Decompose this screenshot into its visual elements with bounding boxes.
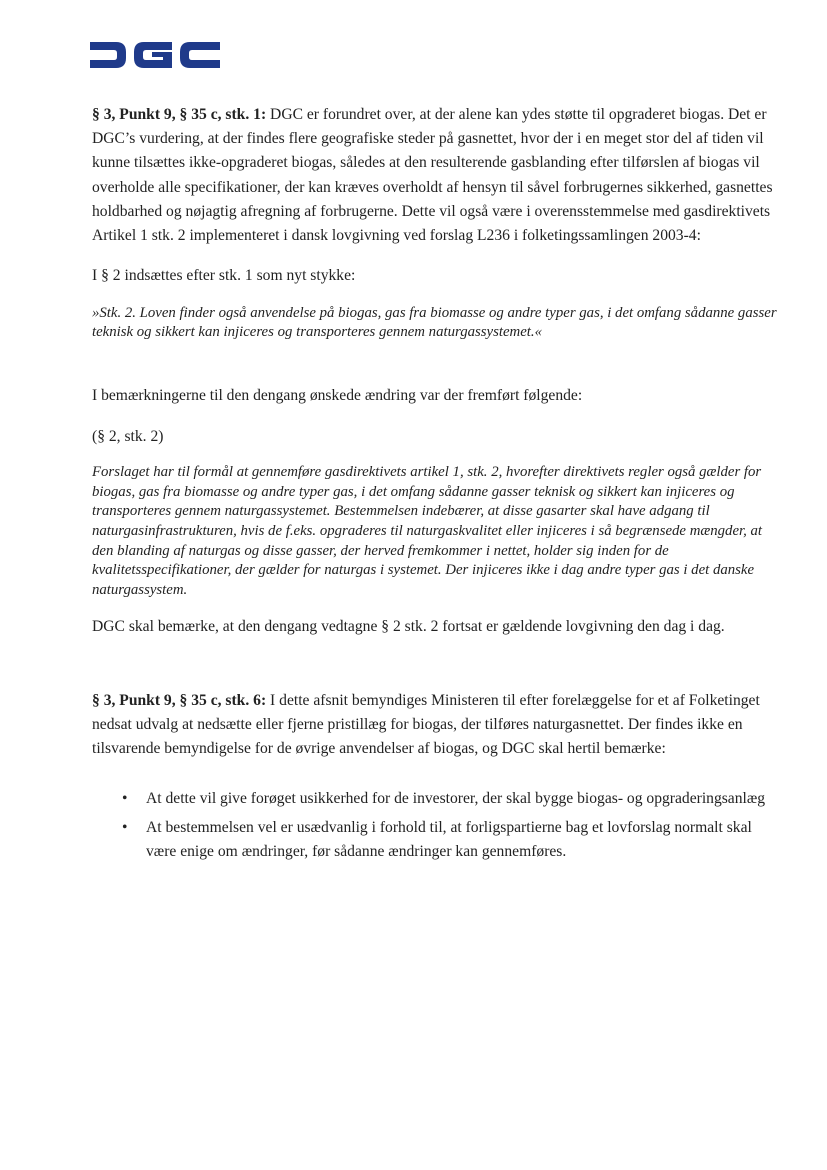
quoted-law-text: »Stk. 2. Loven finder også anvendelse på biogas, gas fra biomasse og andre typer gas, i det omfang sådanne gasser teknisk og sikkert kan injiceres og transporteres gennem naturgassystemet.« <box>92 305 777 341</box>
bullet-marker: • <box>122 790 128 808</box>
list-item <box>122 816 782 864</box>
list-item <box>122 787 782 811</box>
bullet-marker: • <box>122 818 128 836</box>
dgc-logo-mark <box>90 40 222 70</box>
list-item-text: At dette vil give forøget usikkerhed for de investorer, der skal bygge biogas- og opgraderingsanlæg <box>146 790 766 808</box>
document-body <box>92 103 782 868</box>
list-item-text: At bestemmelsen vel er usædvanlig i forhold til, at forligspartierne bag et lovforslag normalt skal være enige om ændringer, før sådanne ændringer kan gennemføres. <box>146 818 752 860</box>
paragraph-remarks-intro: I bemærkningerne til den dengang ønskede ændring var der fremført følgende: <box>92 387 583 405</box>
paragraph-insertion-note: I § 2 indsættes efter stk. 1 som nyt stykke: <box>92 267 356 285</box>
section-reference-heading: § 3, Punkt 9, § 35 c, stk. 6: <box>92 691 267 709</box>
paragraph-section-ref: (§ 2, stk. 2) <box>92 427 164 445</box>
quoted-remarks-text: Forslaget har til formål at gennemføre gasdirektivets artikel 1, stk. 2, hvorefter direktivets regler også gælder for biogas, gas fra biomasse og andre typer gas, i det omfang sådanne gasser teknisk og sikkert kan injiceres og transporteres gennem naturgassystemet. Bestemmelsen indebærer, at disse gasarter skal have adgang til naturgasinfrastrukturen, hvis de f.eks. opgraderes til naturgaskvalitet eller injiceres i så begrænsede mængder, at den blanding af naturgas og disse gasser, der herved fremkommer i nettet, holder sig inden for de kvalitetsspecifikationer, der gælder for naturgas i systemet. Der injiceres ikke i dag andre typer gas i det danske naturgassystem. <box>92 463 763 599</box>
bullet-list <box>92 787 782 864</box>
paragraph-35c-stk6 <box>92 689 782 762</box>
section-reference-heading: § 3, Punkt 9, § 35 c, stk. 1: <box>92 106 267 123</box>
dgc-logo <box>90 40 222 70</box>
paragraph-dgc-remark: DGC skal bemærke, at den dengang vedtagne § 2 stk. 2 fortsat er gældende lovgivning den dag i dag. <box>92 617 725 635</box>
paragraph-35c-stk1 <box>92 103 782 248</box>
paragraph-text: DGC er forundret over, at der alene kan ydes støtte til opgraderet biogas. Det er DGC’s vurdering, at der findes flere geografiske steder på gasnettet, hvor der i en meget stor del af tiden vil kunne tilsættes ikke-opgraderet biogas, således at den resulterende gasblanding efter tilførslen af biogas vil overholde alle specifikationer, der kan kræves overholdt af hensyn til såvel forbrugernes sikkerhed, gasnettes holdbarhed og nøjagtig afregning af forbrugerne. Dette vil også være i overensstemmelse med gasdirektivets Artikel 1 stk. 2 implementeret i dansk lovgivning ved forslag L236 i folketingssamlingen 2003-4: <box>92 106 773 245</box>
paragraph-text: I dette afsnit bemyndiges Ministeren til efter forelæggelse for et af Folketinget nedsat udvalg at nedsætte eller fjerne pristillæg for biogas, der tilføres naturgasnettet. Der findes ikke en tilsvarende bemyndigelse for de øvrige anvendelser af biogas, og DGC skal hertil bemærke: <box>92 691 760 758</box>
